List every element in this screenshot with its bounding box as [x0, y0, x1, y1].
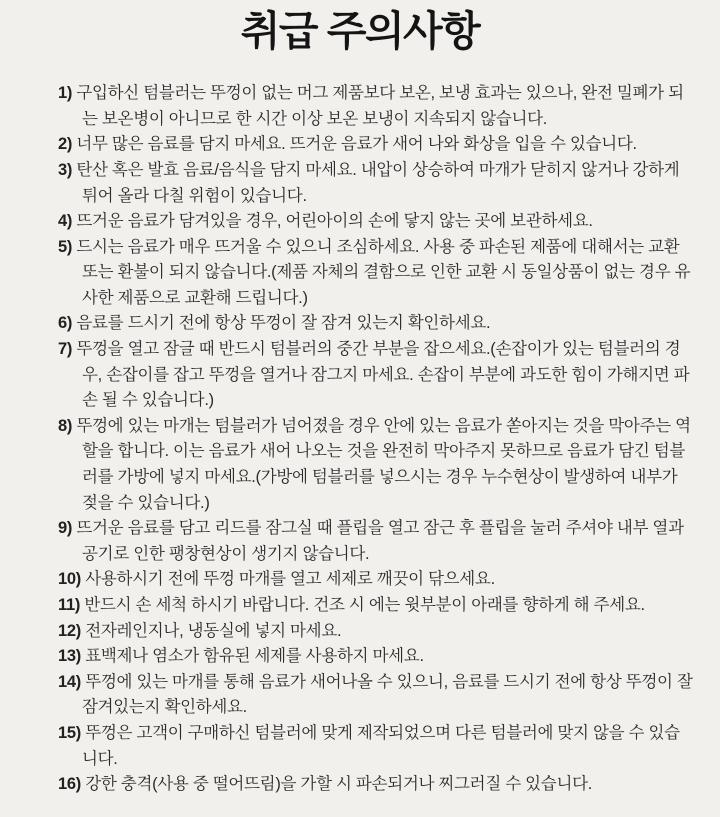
item-number: 4) — [58, 212, 73, 231]
item-text: 뚜껑은 고객이 구매하신 텀블러에 맞게 제작되었으며 다른 텀블러에 맞지 않을 수 있습니다. — [80, 723, 680, 768]
item-number: 8) — [58, 416, 73, 435]
list-item — [58, 772, 694, 798]
item-text: 탄산 혹은 발효 음료/음식을 담지 마세요. 내압이 상승하여 마개가 닫히지 않거나 강하게 튀어 올라 다칠 위험이 있습니다. — [72, 160, 680, 205]
item-text: 뚜껑을 열고 잠글 때 반드시 텀블러의 중간 부분을 잡으세요.(손잡이가 있는 텀블러의 경우, 손잡이를 잡고 뚜껑을 열거나 잠그지 마세요. 손잡이 부분에 과도한 힘이 가해지면 파손 될 수 있습니다.) — [72, 340, 690, 410]
precautions-list — [0, 81, 720, 798]
list-item — [58, 593, 694, 619]
item-number: 12) — [58, 621, 81, 640]
list-item — [58, 670, 694, 721]
list-item — [58, 414, 694, 516]
list-item — [58, 209, 694, 235]
item-number: 11) — [58, 596, 81, 615]
item-text: 구입하신 텀블러는 뚜껑이 없는 머그 제품보다 보온, 보냉 효과는 있으나, 완전 밀폐가 되는 보온병이 아니므로 한 시간 이상 보온 보냉이 지속되지 않습니다. — [72, 84, 684, 128]
item-number: 14) — [58, 672, 81, 691]
item-text: 뜨거운 음료를 담고 리드를 잠그실 때 플립을 열고 잠근 후 플립을 눌러 주셔야 내부 열과 공기로 인한 팽창현상이 생기지 않습니다. — [72, 519, 684, 563]
item-text: 뚜껑에 있는 마개를 통해 음료가 새어나올 수 있으니, 음료를 드시기 전에 항상 뚜껑이 잘 잠겨있는지 확인하세요. — [80, 672, 693, 717]
item-number: 10) — [58, 570, 81, 589]
list-item — [58, 235, 694, 312]
page-title: 취급 주의사항 — [240, 8, 480, 54]
list-item — [58, 567, 694, 593]
item-number: 5) — [58, 237, 73, 256]
list-item — [58, 337, 694, 414]
item-number: 16) — [58, 775, 81, 794]
item-text: 뚜껑에 있는 마개는 텀블러가 넘어졌을 경우 안에 있는 음료가 쏟아지는 것을 막아주는 역할을 합니다. 이는 음료가 새어 나오는 것을 완전히 막아주지 못하므로 음료가 담긴 텀블러를 가방에 넣지 마세요.(가방에 텀블러를 넣으시는 경우 누수현상이 발생하여 내부가 젖을 수 있습니다.) — [72, 416, 691, 512]
item-number: 2) — [58, 135, 73, 154]
item-text: 반드시 손 세척 하시기 바랍니다. 건조 시 에는 윗부분이 아래를 향하게 해 주세요. — [80, 596, 645, 615]
item-number: 7) — [58, 340, 73, 359]
list-item — [58, 644, 694, 670]
item-text: 표백제나 염소가 함유된 세제를 사용하지 마세요. — [80, 647, 424, 666]
item-text: 강한 충격(사용 중 떨어뜨림)을 가할 시 파손되거나 찌그러질 수 있습니다. — [80, 775, 593, 794]
list-item — [58, 619, 694, 645]
list-item — [58, 81, 694, 132]
item-text: 음료를 드시기 전에 항상 뚜껑이 잘 잠겨 있는지 확인하세요. — [72, 314, 491, 333]
item-number: 6) — [58, 314, 73, 333]
item-text: 전자레인지나, 냉동실에 넣지 마세요. — [80, 621, 342, 640]
item-text: 너무 많은 음료를 담지 마세요. 뜨거운 음료가 새어 나와 화상을 입을 수 있습니다. — [72, 135, 637, 154]
item-number: 15) — [58, 723, 81, 742]
list-item — [58, 158, 694, 209]
list-item — [58, 132, 694, 158]
item-text: 사용하시기 전에 뚜껑 마개를 열고 세제로 깨끗이 닦으세요. — [80, 570, 495, 589]
list-item — [58, 516, 694, 567]
item-number: 13) — [58, 647, 81, 666]
list-item — [58, 311, 694, 337]
item-text: 드시는 음료가 매우 뜨거울 수 있으니 조심하세요. 사용 중 파손된 제품에 대해서는 교환 또는 환불이 되지 않습니다.(제품 자체의 결함으로 인한 교환 시 동일상품이 없는 경우 유사한 제품으로 교환해 드립니다.) — [72, 237, 691, 307]
item-number: 3) — [58, 160, 73, 179]
list-item — [58, 721, 694, 772]
item-number: 1) — [58, 84, 73, 103]
item-text: 뜨거운 음료가 담겨있을 경우, 어린아이의 손에 닿지 않는 곳에 보관하세요. — [72, 212, 593, 231]
item-number: 9) — [58, 519, 73, 538]
